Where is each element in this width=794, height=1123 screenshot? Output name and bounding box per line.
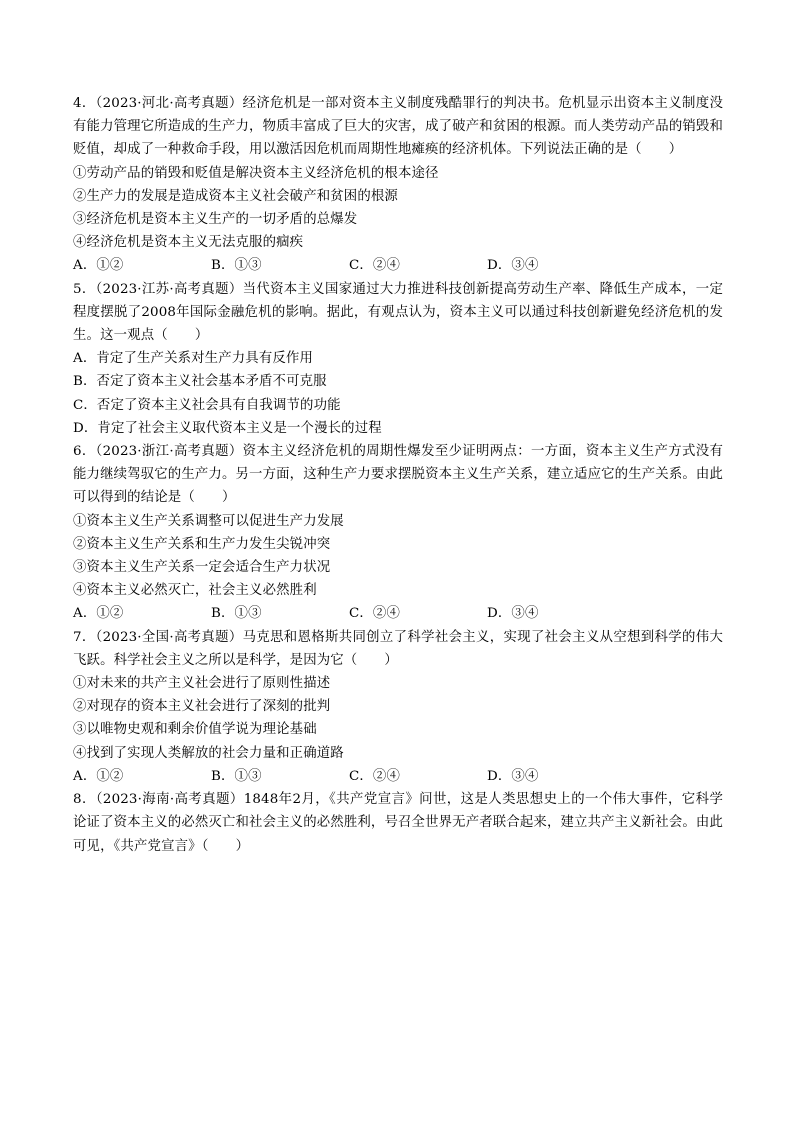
choice-c[interactable]: C．②④: [349, 258, 401, 274]
question-7-stem: 7．（2023·全国·高考真题）马克思和恩格斯共同创立了科学社会主义，实现了社会主义从空想到科学的伟大飞跃。科学社会主义之所以是科学，是因为它（ ）: [73, 629, 723, 668]
question-5: [73, 278, 723, 440]
question-7: [73, 626, 723, 788]
question-5-option-c[interactable]: C．否定了资本主义社会具有自我调节的功能: [73, 397, 341, 413]
choice-b[interactable]: B．①③: [211, 606, 262, 622]
question-7-choices: [73, 765, 723, 788]
question-4-stem: 4．（2023·河北·高考真题）经济危机是一部对资本主义制度残酷罪行的判决书。危机显示出资本主义制度没有能力管理它所造成的生产力，物质丰富成了巨大的灾害，成了破产和贫困的根源。而人类劳动产品的销毁和贬值，却成了一种救命手段，用以激活因危机而周期性地瘫痪的经济机体。下列说法正确的是（ ）: [73, 96, 723, 158]
question-5-option-b[interactable]: B．否定了资本主义社会基本矛盾不可克服: [73, 374, 327, 390]
question-6-statement-1: ①资本主义生产关系调整可以促进生产力发展: [73, 513, 344, 529]
question-4: [73, 92, 723, 278]
question-4-statement-3: ③经济危机是资本主义生产的一切矛盾的总爆发: [73, 212, 358, 228]
question-6-statement-3: ③资本主义生产关系一定会适合生产力状况: [73, 560, 331, 576]
question-7-statement-4: ④找到了实现人类解放的社会力量和正确道路: [73, 745, 344, 761]
question-8: [73, 788, 723, 858]
question-6-statement-4: ④资本主义必然灭亡，社会主义必然胜利: [73, 583, 317, 599]
choice-d[interactable]: D．③④: [487, 768, 539, 784]
question-4-statement-1: ①劳动产品的销毁和贬值是解决资本主义经济危机的根本途径: [73, 165, 439, 181]
choice-a[interactable]: A．①②: [73, 768, 124, 784]
choice-b[interactable]: B．①③: [211, 258, 262, 274]
question-7-statement-1: ①对未来的共产主义社会进行了原则性描述: [73, 676, 331, 692]
question-6-statement-2: ②资本主义生产关系和生产力发生尖锐冲突: [73, 536, 331, 552]
choice-c[interactable]: C．②④: [349, 606, 401, 622]
choice-d[interactable]: D．③④: [487, 258, 539, 274]
question-4-statement-4: ④经济危机是资本主义无法克服的痼疾: [73, 235, 304, 251]
choice-d[interactable]: D．③④: [487, 606, 539, 622]
question-5-stem: 5．（2023·江苏·高考真题）当代资本主义国家通过大力推进科技创新提高劳动生产率、降低生产成本，一定程度摆脱了2008年国际金融危机的影响。据此，有观点认为，资本主义可以通过科技创新避免经济危机的发生。这一观点（ ）: [73, 281, 723, 344]
question-5-option-a[interactable]: A．肯定了生产关系对生产力具有反作用: [73, 351, 314, 367]
question-7-statement-2: ②对现存的资本主义社会进行了深刻的批判: [73, 699, 331, 715]
choice-a[interactable]: A．①②: [73, 606, 124, 622]
question-6: [73, 440, 723, 626]
question-4-statement-2: ②生产力的发展是造成资本主义社会破产和贫困的根源: [73, 188, 398, 204]
choice-a[interactable]: A．①②: [73, 258, 124, 274]
question-8-stem: 8．（2023·海南·高考真题）1848年2月，《共产党宣言》问世，这是人类思想史上的一个伟大事件，它科学论证了资本主义的必然灭亡和社会主义的必然胜利，号召全世界无产者联合起来，建立共产主义新社会。由此可见，《共产党宣言》（ ）: [73, 792, 723, 854]
question-6-stem: 6．（2023·浙江·高考真题）资本主义经济危机的周期性爆发至少证明两点：一方面，资本主义生产方式没有能力继续驾驭它的生产力。另一方面，这种生产力要求摆脱资本主义生产关系，建立适应它的生产关系。由此可以得到的结论是（ ）: [73, 444, 723, 506]
question-4-choices: [73, 254, 723, 277]
question-7-statement-3: ③以唯物史观和剩余价值学说为理论基础: [73, 722, 317, 738]
choice-c[interactable]: C．②④: [349, 768, 401, 784]
question-list: [73, 92, 723, 858]
question-6-choices: [73, 602, 723, 625]
question-5-option-d[interactable]: D．肯定了社会主义取代资本主义是一个漫长的过程: [73, 420, 382, 436]
choice-b[interactable]: B．①③: [211, 768, 262, 784]
